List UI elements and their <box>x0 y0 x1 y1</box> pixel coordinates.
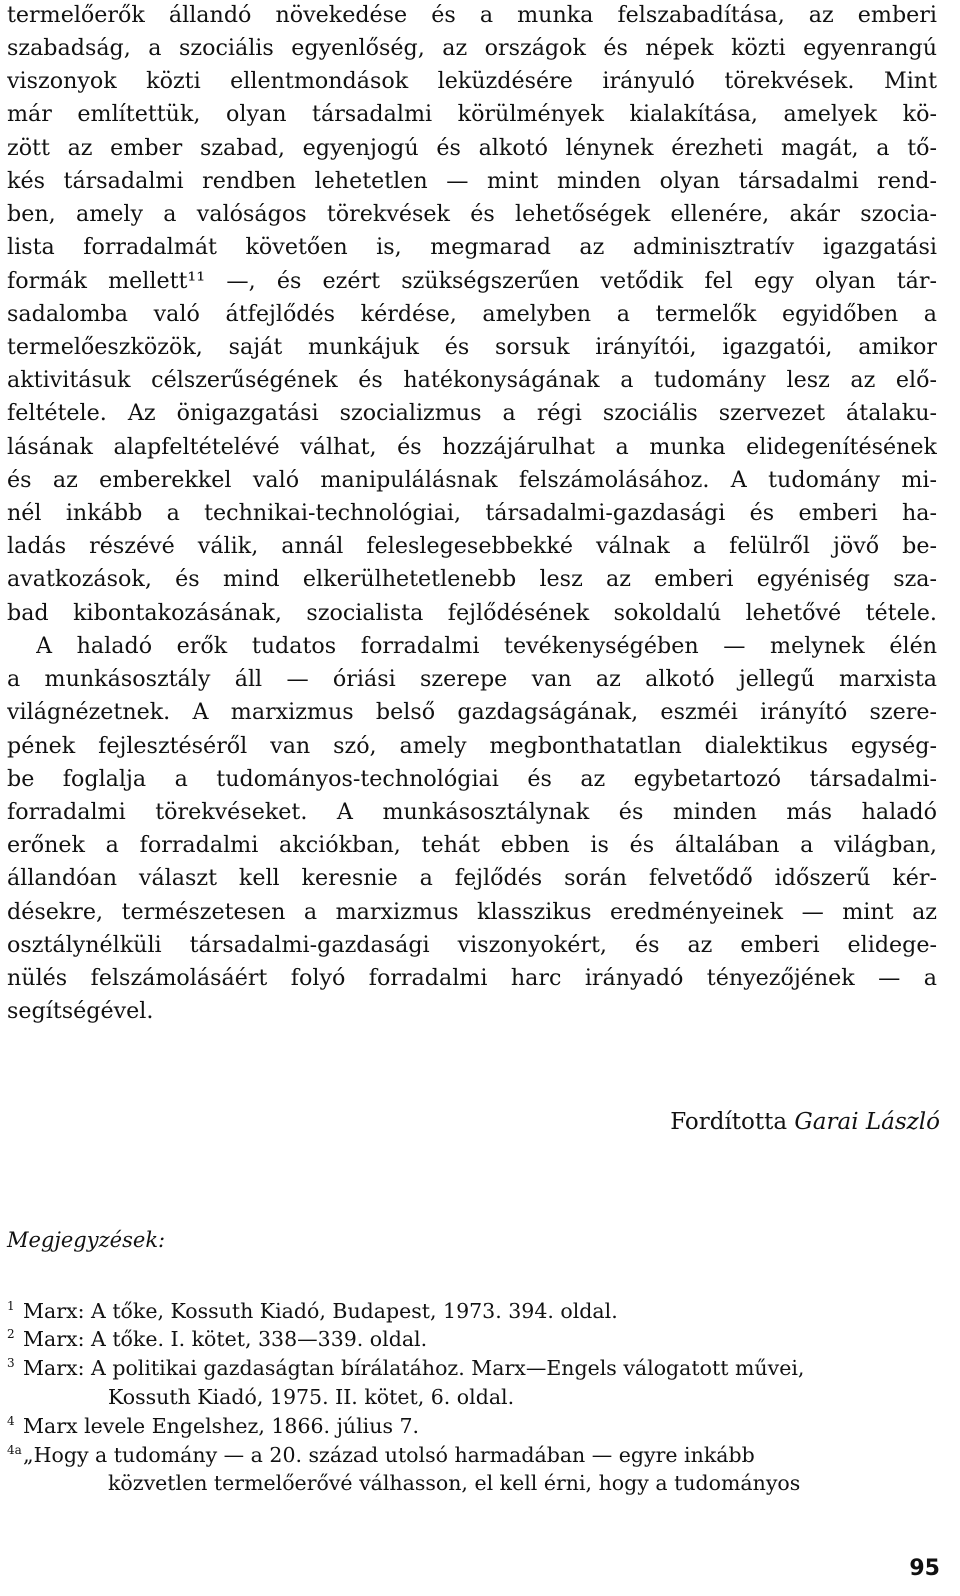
text-line: erőnek a forradalmi akciókban, tehát ebben is és általában a világban, <box>7 832 937 858</box>
notes-heading: Megjegyzések: <box>7 1228 166 1252</box>
footnote <box>7 1324 937 1354</box>
footnote-text: „Hogy a tudomány — a 20. század utolsó harmadában — egyre inkább <box>23 1443 755 1467</box>
text-line: feltétele. Az önigazgatási szocializmus a régi szociális szervezet átalaku- <box>7 400 937 426</box>
footnote-text: Marx: A politikai gazdaságtan bírálatához. Marx—Engels válogatott művei, <box>23 1356 805 1380</box>
text-line: zött az ember szabad, egyenjogú és alkotó lénynek érezheti magát, a tő- <box>7 135 937 161</box>
footnote-number: 2 <box>7 1327 15 1341</box>
text-line: ben, amely a valóságos törekvések és lehetőségek ellenére, akár szocia- <box>7 201 937 227</box>
text-line: be foglalja a tudományos-technológiai és az egybetartozó társadalmi- <box>7 766 937 792</box>
text-line: világnézetnek. A marxizmus belső gazdagságának, eszméi irányító szere- <box>7 699 937 725</box>
text-line: a munkásosztály áll — óriási szerepe van az alkotó jellegű marxista <box>7 666 937 692</box>
footnote-continuation: Kossuth Kiadó, 1975. II. kötet, 6. oldal. <box>108 1385 515 1409</box>
text-line: ladás részévé válik, annál feleslegesebbekké válnak a felülről jövő be- <box>7 533 937 559</box>
text-line: bad kibontakozásának, szocialista fejlődésének sokoldalú lehetővé tétele. <box>7 600 937 626</box>
text-line: nülés felszámolásáért folyó forradalmi harc irányadó tényezőjének — a <box>7 965 937 991</box>
text-line: aktivitásuk célszerűségének és hatékonyságának a tudomány lesz az elő- <box>7 367 937 393</box>
footnote-number: 4a <box>7 1443 22 1457</box>
text-line: désekre, természetesen a marxizmus klasszikus eredményeinek — mint az <box>7 899 937 925</box>
text-line: már említettük, olyan társadalmi körülmények kialakítása, amelyek kö- <box>7 101 937 127</box>
text-line: osztálynélküli társadalmi-gazdasági viszonyokért, és az emberi elidege- <box>7 932 937 958</box>
text-line: és az emberekkel való manipulálásnak felszámolásához. A tudomány mi- <box>7 467 937 493</box>
text-line: viszonyok közti ellentmondások leküzdésére irányuló törekvések. Mint <box>7 68 937 94</box>
text-line: formák mellett¹¹ —, és ezért szükségszerűen vetődik fel egy olyan tár- <box>7 268 937 294</box>
text-line: termelőeszközök, saját munkájuk és sorsuk irányítói, igazgatói, amikor <box>7 334 937 360</box>
text-line: állandóan választ kell keresnie a fejlődés során felvetődő időszerű kér- <box>7 865 937 891</box>
translator-credit-prefix: Fordította <box>670 1109 788 1135</box>
text-line: avatkozások, és mind elkerülhetetlenebb lesz az emberi egyéniség sza- <box>7 566 937 592</box>
footnote <box>7 1296 937 1326</box>
footnote-continuation: közvetlen termelőerővé válhasson, el kell érni, hogy a tudományos <box>108 1471 801 1495</box>
text-line: nél inkább a technikai-technológiai, társadalmi-gazdasági és emberi ha- <box>7 500 937 526</box>
footnote-number: 3 <box>7 1356 15 1370</box>
text-line: forradalmi törekvéseket. A munkásosztálynak és minden más haladó <box>7 799 937 825</box>
text-line: termelőerők állandó növekedése és a munka felszabadítása, az emberi <box>7 2 937 28</box>
translator-name: Garai László <box>794 1109 940 1135</box>
page-number: 95 <box>909 1556 940 1581</box>
footnote <box>7 1353 937 1383</box>
text-line: lásának alapfeltételévé válhat, és hozzájárulhat a munka elidegenítésének <box>7 434 937 460</box>
text-line: lista forradalmát követően is, megmarad az adminisztratív igazgatási <box>7 234 937 260</box>
footnote-number: 4 <box>7 1414 15 1428</box>
text-line: segítségével. <box>7 998 154 1024</box>
text-line: kés társadalmi rendben lehetetlen — mint minden olyan társadalmi rend- <box>7 168 937 194</box>
text-line: szabadság, a szociális egyenlőség, az országok és népek közti egyenrangú <box>7 35 937 61</box>
footnote <box>7 1440 937 1470</box>
text-line: sadalomba való átfejlődés kérdése, amelyben a termelők egyidőben a <box>7 301 937 327</box>
text-line: pének fejlesztéséről van szó, amely megbonthatatlan dialektikus egység- <box>7 733 937 759</box>
footnote <box>7 1411 937 1441</box>
footnote-text: Marx levele Engelshez, 1866. július 7. <box>23 1414 420 1438</box>
translator-credit <box>670 1107 940 1137</box>
text-line: A haladó erők tudatos forradalmi tevékenységében — melynek élén <box>36 633 937 659</box>
footnote-text: Marx: A tőke, Kossuth Kiadó, Budapest, 1973. 394. oldal. <box>23 1299 618 1323</box>
footnote-text: Marx: A tőke. I. kötet, 338—339. oldal. <box>23 1327 428 1351</box>
footnote-number: 1 <box>7 1299 15 1313</box>
